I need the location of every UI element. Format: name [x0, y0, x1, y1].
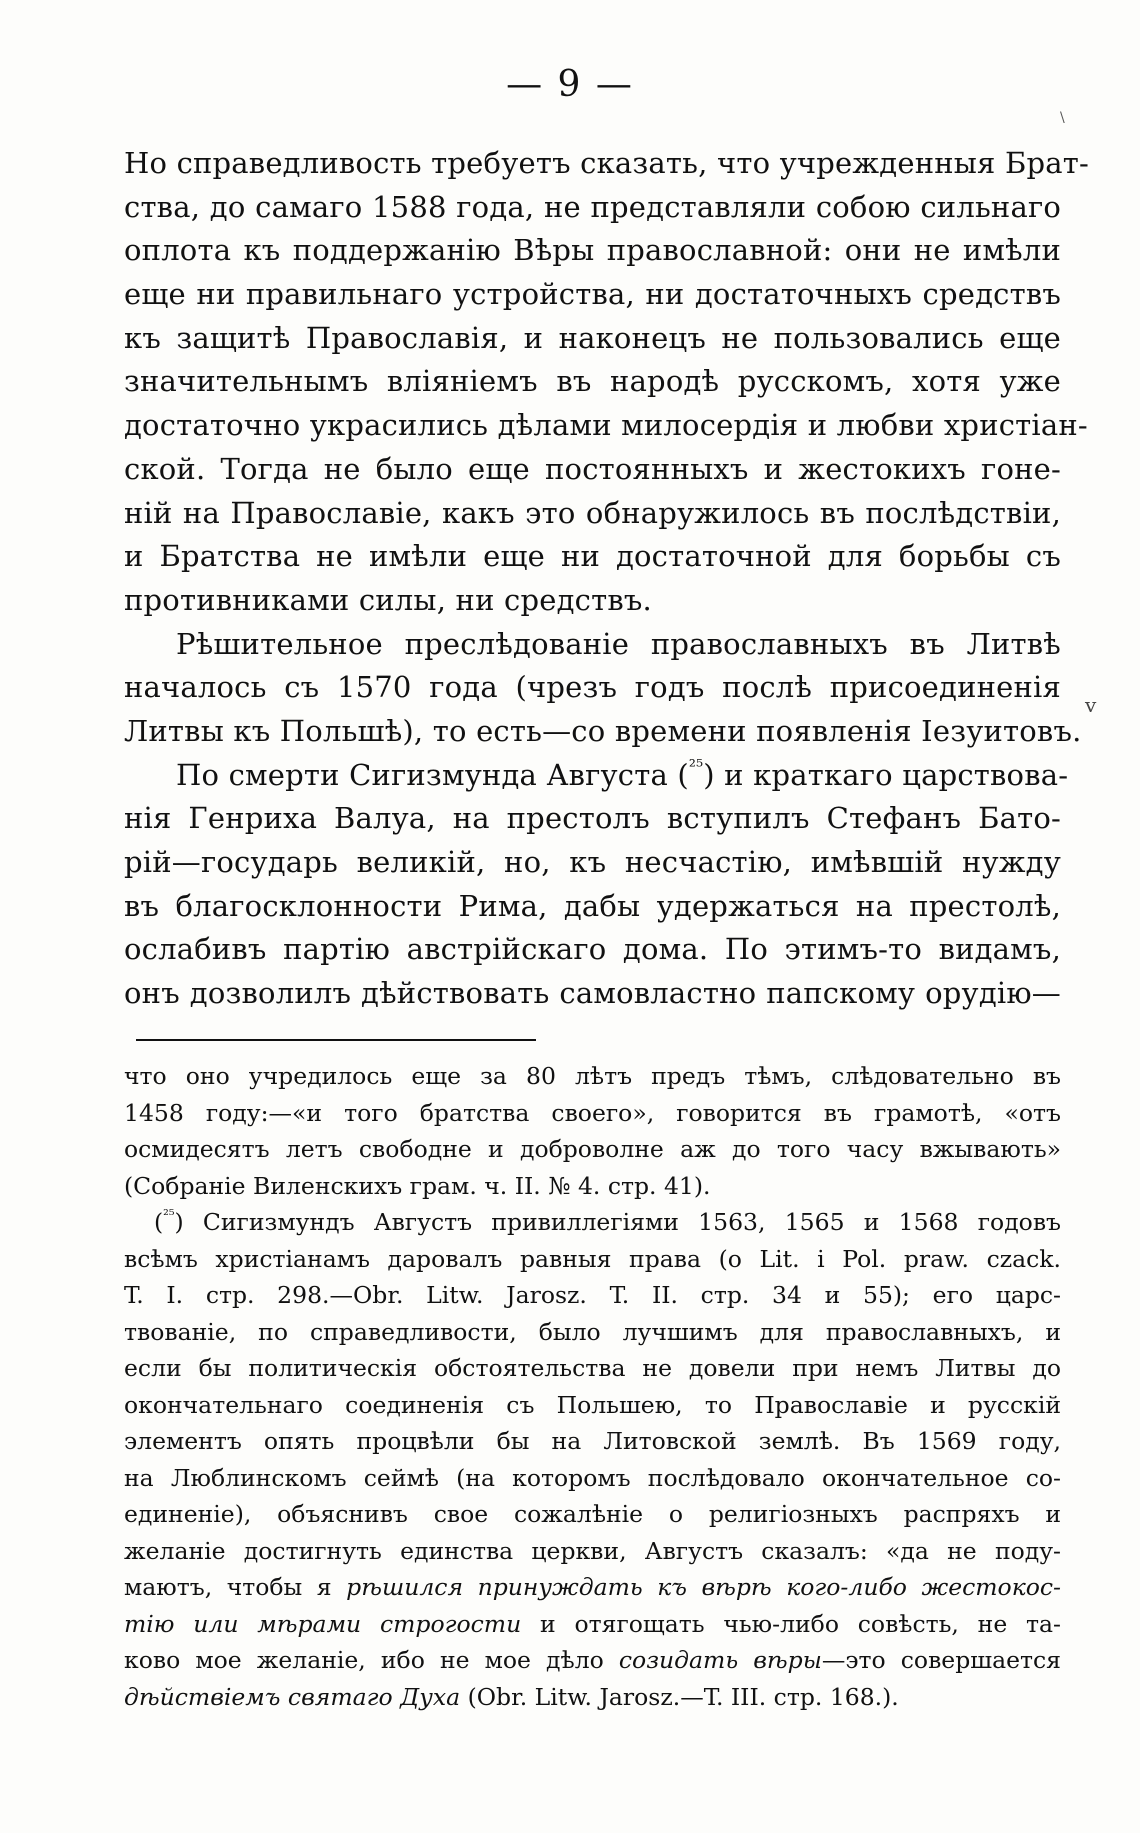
body-line: ской. Тогда не было еще постоянныхъ и жестокихъ гоне- [124, 451, 1061, 486]
footnote-marker: ²⁵ [163, 1207, 175, 1224]
italic-quote: дѣйствіемъ святаго Духа [124, 1682, 461, 1711]
footnote-line: всѣмъ христіанамъ даровалъ равныя права (o Lit. i Pol. praw. czack. [124, 1244, 1061, 1273]
body-line: ній на Православіе, какъ это обнаружилось въ послѣдствіи, [124, 495, 1061, 530]
body-line: ослабивъ партію австрійскаго дома. По этимъ-то видамъ, [124, 932, 1061, 967]
footnotes [124, 1058, 1061, 1715]
page-number: — 9 — [506, 64, 634, 105]
footnote-line [124, 1569, 1061, 1606]
body-line: достаточно украсились дѣлами милосердія и любви христіан- [124, 408, 1088, 443]
body-text: По смерти Сигизмунда Августа ( [176, 757, 689, 792]
footnote-line: 1458 году:—«и того братства своего», говорится въ грамотѣ, «отъ [124, 1098, 1061, 1127]
body-line: противниками силы, ни средствъ. [124, 582, 652, 617]
footnote-line: единеніе), объяснивъ свое сожалѣніе о религіозныхъ распряхъ и [124, 1500, 1061, 1528]
body-line: Литвы къ Польшѣ), то есть—со времени появленія Іезуитовъ. [124, 713, 1082, 748]
footnote-ref: ²⁵ [688, 756, 704, 777]
margin-mark: v [1085, 693, 1097, 717]
footnote-text: (Obr. Litw. Jarosz.—T. III. стр. 168.). [460, 1682, 899, 1711]
footnote-line [124, 1679, 1061, 1716]
footnote-line: окончательнаго соединенія съ Польшею, то Православіе и русскій [124, 1390, 1061, 1419]
footnote-line: элементъ опять процвѣли бы на Литовской землѣ. Въ 1569 году, [124, 1427, 1061, 1455]
footnote-text: ково мое желаніе, ибо не мое дѣло [124, 1646, 619, 1674]
footnote-line: твованіе, по справедливости, было лучшимъ для православныхъ, и [124, 1317, 1061, 1346]
body-text: ) и краткаго царствова- [703, 757, 1069, 792]
body-line: въ благосклонности Рима, дабы удержаться на престолѣ, [124, 888, 1061, 923]
footnote-text: —это совершается [821, 1646, 1062, 1674]
body-line: и Братства не имѣли еще ни достаточной для борьбы съ [124, 539, 1061, 574]
body-line: Но справедливость требуетъ сказать, что учрежденныя Брат- [124, 146, 1089, 180]
footnote-text: ) Сигизмундъ Августъ привиллегіями 1563, 1565 и 1568 годовъ [174, 1208, 1061, 1236]
footnote-text: ( [154, 1208, 164, 1236]
footnote-line: (Собраніе Виленскихъ грам. ч. II. № 4. стр. 41). [124, 1171, 711, 1200]
footnote-line: T. I. стр. 298.—Obr. Litw. Jarosz. T. II. стр. 34 и 55); его царс- [124, 1281, 1061, 1309]
body-line: ства, до самаго 1588 года, не представляли собою сильнаго [124, 189, 1061, 224]
footnote-line: что оно учредилось еще за 80 лѣтъ предъ тѣмъ, слѣдовательно въ [124, 1062, 1061, 1090]
body-line: Рѣшительное преслѣдованіе православныхъ въ Литвѣ [176, 626, 1061, 661]
body-line: нія Генриха Валуа, на престолъ вступилъ Стефанъ Бато- [124, 801, 1061, 836]
body-line: значительнымъ вліяніемъ въ народѣ русскомъ, хотя уже [124, 364, 1061, 399]
footnote-line [124, 1204, 1061, 1241]
footnote-line: осмидесятъ летъ свободне и доброволне аж до того часу вжывають» [124, 1135, 1061, 1163]
body-line: къ защитѣ Православія, и наконецъ не пользовались еще [124, 320, 1061, 355]
italic-quote: тію или мѣрами строгости [124, 1609, 522, 1638]
footnote-text: маютъ, чтобы я [124, 1573, 347, 1601]
footnote-line [124, 1642, 1061, 1679]
main-text [124, 142, 1089, 1016]
footnote-text: и отягощать чью-либо совѣсть, не та- [521, 1609, 1061, 1638]
body-line: еще ни правильнаго устройства, ни достаточныхъ средствъ [124, 277, 1061, 312]
body-line: оплота къ поддержанію Вѣры православной: они не имѣли [124, 233, 1061, 268]
italic-quote: рѣшился принуждать къ вѣрѣ кого-либо жестокос- [346, 1573, 1061, 1601]
body-line: началось съ 1570 года (чрезъ годъ послѣ присоединенія [124, 670, 1061, 705]
footnote-rule [136, 1039, 536, 1041]
body-line: онъ дозволилъ дѣйствовать самовластно папскому орудію— [124, 976, 1061, 1011]
body-line [124, 754, 1069, 798]
italic-quote: созидать вѣры [618, 1646, 822, 1674]
footnote-line: на Люблинскомъ сеймѣ (на которомъ послѣдовало окончательное со- [124, 1463, 1061, 1492]
corner-mark: \ [1060, 110, 1065, 126]
footnote-line: желаніе достигнуть единства церкви, Августъ сказалъ: «да не поду- [124, 1536, 1061, 1565]
footnote-line [124, 1606, 1061, 1643]
footnote-line: если бы политическія обстоятельства не довели при немъ Литвы до [124, 1354, 1061, 1382]
body-line: рій—государь великій, но, къ несчастію, имѣвшій нужду [124, 845, 1061, 879]
